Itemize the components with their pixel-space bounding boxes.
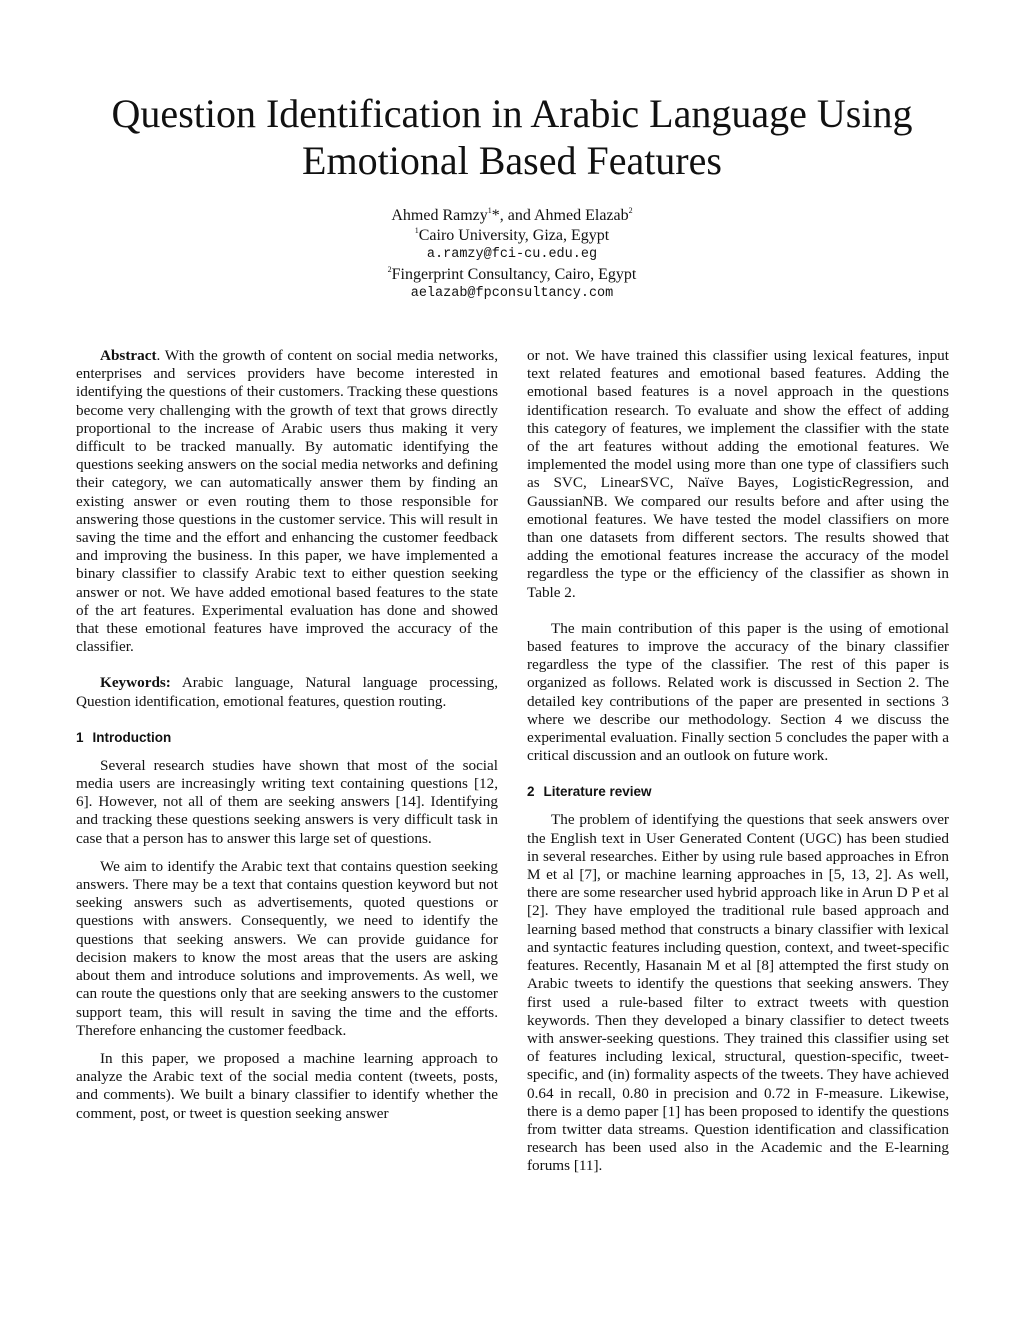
email-2[interactable]: aelazab@fpconsultancy.com [410, 286, 614, 301]
title-line-2: Emotional Based Features [302, 138, 722, 183]
affiliation-2 [212, 265, 812, 285]
section-2-number: 2 [527, 784, 535, 800]
section-1-heading [76, 729, 498, 747]
literature-paragraph-1: The problem of identifying the questions that seek answers over the English text in User Generated Content (UGC) has been studied in several researches. Either by using rule based approaches in Efron M et al [7], or machine learning approaches in [5, 13, 2]. As well, there are some researcher used hybrid approach like in Arun D P et al [2]. They have employed the traditional rule based approach and learning based method that constructs a binary classifier with lexical and syntactic features including question, context, and tweet-specific features. Recently, Hasanain M et al [8] attempted the first study on Arabic tweets to identify the questions that seeking answers. They first used a rule-based filter to extract tweets with question keywords. Then they developed a binary classifier to detect tweets with answer-seeking questions. They trained this classifier using set of features including lexical, structural, question-specific, tweet-specific, and (in) formality aspects of the tweets. They have achieved 0.64 in recall, 0.80 in precision and 0.72 in F-measure. Likewise, there is a demo paper [1] has been proposed to identify the questions from twitter data streams. Question identification and classification research has been used also in the Academic and the E-learning forums [11]. [527, 811, 949, 1175]
email-1[interactable]: a.ramzy@fci-cu.edu.eg [426, 247, 598, 262]
intro-paragraph-3-continued: or not. We have trained this classifier using lexical features, input text related features and emotional based features. Adding the emotional based features is a novel approach in the questions identification research. To evaluate and show the effect of adding this category of features, we implement the classifier with the state of the art features without adding the emotional features. We implemented the model using more than one type of classifiers such as SVC, LinearSVC, Naïve Bayes, LogisticRegression, and GaussianNB. We compared our results before and after using the emotional features. We have tested the model classifiers on more than one datasets from different sectors. The results showed that adding the emotional features increase the accuracy of the model regardless the type or the efficiency of the classifier as shown in Table 2. [527, 347, 949, 601]
author-2: , and Ahmed Elazab [499, 207, 629, 224]
affiliation-1-text: Cairo University, Giza, Egypt [418, 226, 610, 244]
intro-paragraph-2: We aim to identify the Arabic text that contains question seeking answers. There may be a text that contains question keyword but not seeking answers such as advertisements, quoted questions or questions with answers. Consequently, we need to identify the questions that seeking answers. We can provide guidance for decision makers to know the most areas that the users are asking about them and introduce solutions and improvements. As well, we can route the questions only that are seeking answers to the customer support team, this will result in saving the time and the efforts. Therefore enhancing the customer feedback. [76, 857, 498, 1039]
paper-title [60, 90, 964, 184]
title-line-1: Question Identification in Arabic Language Using [111, 91, 913, 136]
left-column [76, 347, 498, 1123]
section-2-title: Literature review [543, 784, 652, 800]
intro-paragraph-4: The main contribution of this paper is the using of emotional based features to improve the accuracy of the binary classifier regardless the type of the classifier. The rest of this paper is organized as follows. Related work is discussed in Section 2. The detailed key contributions of the paper are presented in sections 3 where we describe our methodology. Section 4 we discuss the experimental evaluation. Finally section 5 concludes the paper with a critical discussion and an outlook on future work. [527, 619, 949, 765]
affiliation-1-mark: 1 [414, 225, 419, 235]
abstract-paragraph [76, 347, 498, 656]
intro-paragraph-3: In this paper, we proposed a machine learning approach to analyze the Arabic text of the social media content (tweets, posts, and comments). We built a binary classifier to identify whether the comment, post, or tweet is question seeking answer [76, 1049, 498, 1122]
affiliation-1 [212, 226, 812, 246]
keywords-paragraph [76, 674, 498, 710]
author-2-affiliation-mark: 2 [628, 206, 633, 215]
section-2-heading [527, 783, 949, 801]
affiliation-2-mark: 2 [387, 264, 392, 274]
author-1: Ahmed Ramzy [391, 207, 488, 224]
affiliation-2-text: Fingerprint Consultancy, Cairo, Egypt [391, 265, 637, 283]
abstract-text: . With the growth of content on social media networks, enterprises and services providers have become interested in identifying the questions of their customers. Tracking these questions become very challenging with the growth of text that grows directly proportional to the increase of Arabic users thus making it very difficult to be tracked manually. By automatic identifying the questions seeking answers on the social media networks and defining their category, we can automatically answer them by finding an existing answer or even routing them to those responsible for answering those questions in the customer service. This will result in saving the time and the effort and enhancing the customer feedback and improving the business. In this paper, we have implemented a binary classifier to classify Arabic text to either question seeking answer or not. We have added emotional based features to the state of the art features. Experimental evaluation has done and showed that these emotional features have improved the accuracy of the classifier. [76, 347, 498, 656]
right-column [527, 347, 949, 1176]
keywords-text: Arabic language, Natural language processing, Question identification, emotional features, question routing. [76, 674, 498, 710]
author-block [212, 206, 812, 304]
keywords-label: Keywords: [100, 674, 171, 692]
author-line [212, 206, 812, 226]
author-1-affiliation-mark: 1 [487, 206, 492, 215]
abstract-label: Abstract [100, 347, 157, 364]
section-1-title: Introduction [92, 729, 172, 745]
intro-paragraph-1: Several research studies have shown that most of the social media users are increasingly writing text containing questions [12, 6]. However, not all of them are seeking answers [14]. Identifying and tracking these questions seeking answers is very difficult task in case that a person has to answer this large set of questions. [76, 756, 498, 847]
section-1-number: 1 [76, 729, 84, 745]
corresponding-mark: * [491, 207, 500, 224]
